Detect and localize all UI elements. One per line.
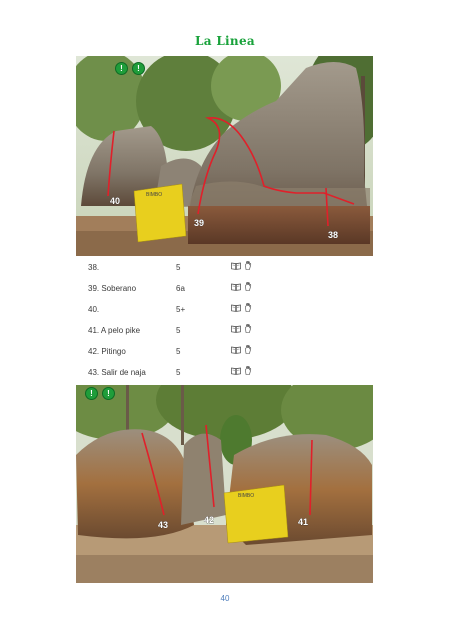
top-difficulty-icons — [115, 62, 145, 75]
route-name: 43. Salir de naja — [88, 368, 146, 377]
bottom-boulder-photo — [76, 385, 373, 583]
difficulty-icon: ! — [102, 387, 115, 400]
bottom-difficulty-icons — [85, 387, 115, 400]
route-icons — [231, 260, 252, 271]
route-row — [88, 326, 288, 337]
svg-text:BIMBO: BIMBO — [238, 493, 255, 499]
page-number: 40 — [220, 594, 230, 603]
hand-icon — [244, 257, 252, 275]
route-grade: 5 — [176, 326, 181, 335]
svg-text:BIMBO: BIMBO — [146, 192, 163, 198]
crash-pad — [224, 485, 288, 543]
hand-icon — [244, 299, 252, 317]
top-boulder-photo — [76, 56, 373, 256]
route-row — [88, 263, 288, 274]
book-icon — [231, 341, 241, 359]
book-icon — [231, 299, 241, 317]
route-number-43: 43 — [158, 520, 169, 530]
route-grade: 5 — [176, 347, 181, 356]
route-number-38: 38 — [328, 230, 339, 240]
route-name: 39. Soberano — [88, 284, 137, 293]
book-icon — [231, 278, 241, 296]
route-number-42: 42 — [204, 515, 215, 525]
route-grade: 6a — [176, 284, 185, 293]
hand-icon — [244, 341, 252, 359]
route-row — [88, 347, 288, 358]
page-title: La Linea — [195, 34, 255, 48]
route-name: 42. Pitingo — [88, 347, 126, 356]
route-name: 41. A pelo pike — [88, 326, 141, 335]
book-icon — [231, 320, 241, 338]
route-name: 40. — [88, 305, 100, 314]
route-number-39: 39 — [194, 218, 205, 228]
difficulty-icon: ! — [85, 387, 98, 400]
hand-icon — [244, 320, 252, 338]
route-icons — [231, 323, 252, 334]
route-number-41: 41 — [298, 517, 309, 527]
hand-icon — [244, 362, 252, 380]
crash-pad — [134, 184, 186, 242]
route-row — [88, 305, 288, 316]
route-grade: 5 — [176, 263, 181, 272]
route-number-40: 40 — [110, 196, 121, 206]
book-icon — [231, 257, 241, 275]
difficulty-icon: ! — [115, 62, 128, 75]
route-icons — [231, 365, 252, 376]
hand-icon — [244, 278, 252, 296]
route-grade: 5 — [176, 368, 181, 377]
book-icon — [231, 362, 241, 380]
route-icons — [231, 281, 252, 292]
route-icons — [231, 344, 252, 355]
route-icons — [231, 302, 252, 313]
route-grade: 5+ — [176, 305, 186, 314]
route-row — [88, 284, 288, 295]
difficulty-icon: ! — [132, 62, 145, 75]
route-row — [88, 368, 288, 379]
route-name: 38. — [88, 263, 100, 272]
